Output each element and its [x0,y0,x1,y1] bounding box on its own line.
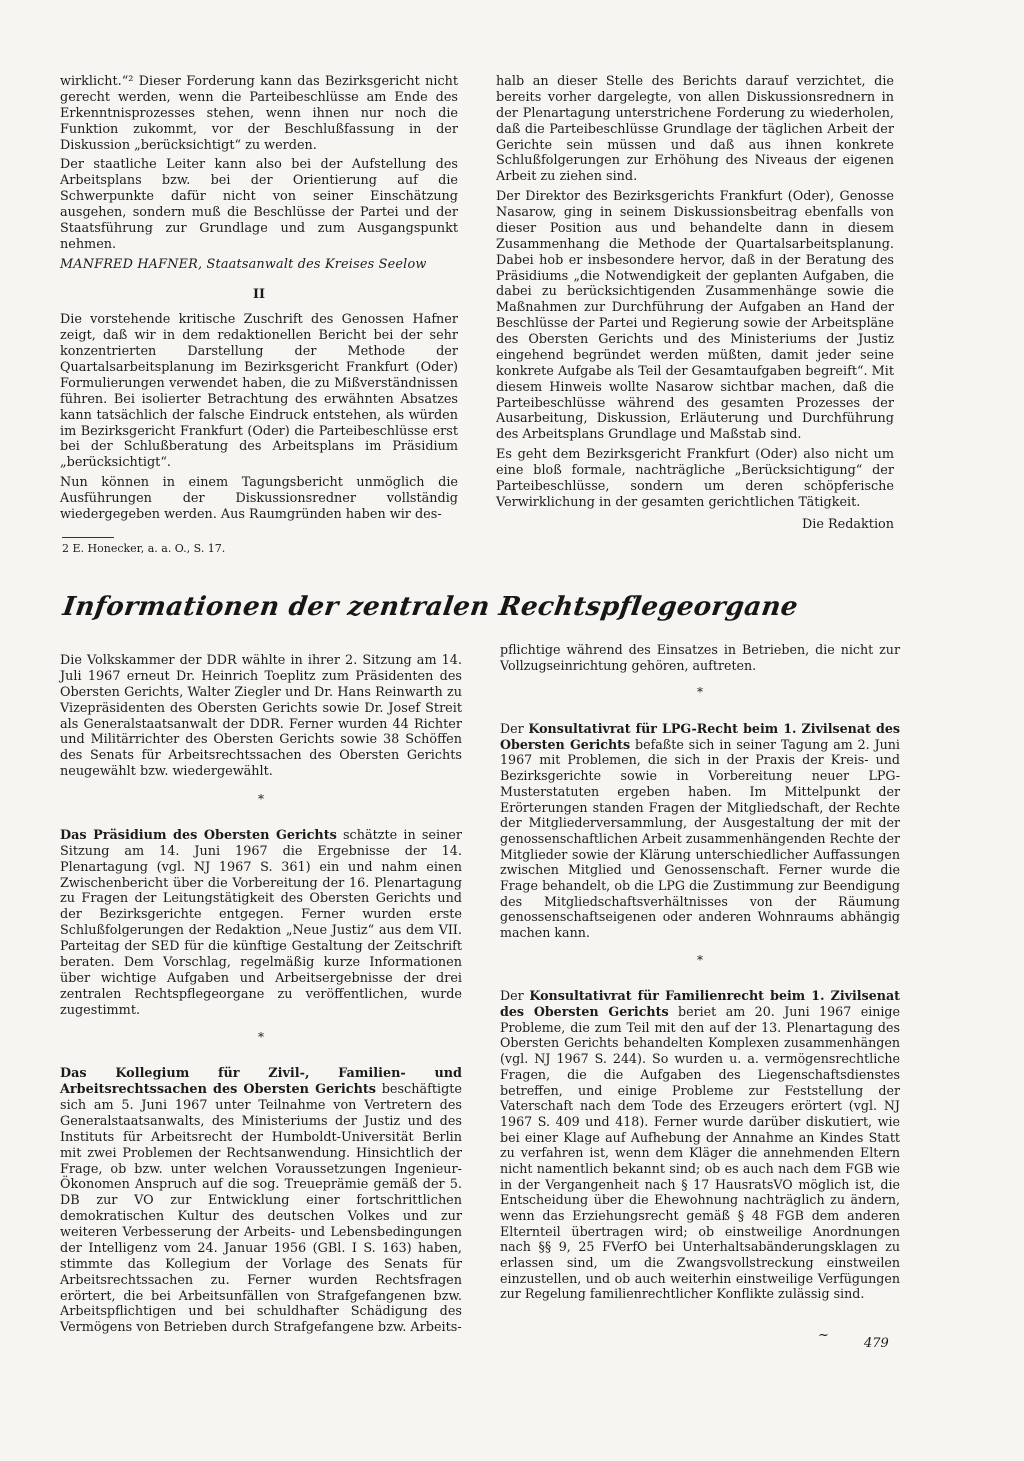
bold-lead: Das Kollegium für Zivil-, Familien- und Arbeitsrechtssachen des Obersten Gerichts [60,1066,462,1098]
paragraph: Die Volkskammer der DDR wählte in ihrer 2. Sitzung am 14. Juli 1967 erneut Dr. Heinrich Toeplitz zum Präsidenten des Obersten Gerichts, Walter Ziegler und Dr. Hans Reinwarth zu Vizepräsidenten des Obersten Gerichts sowie Dr. Josef Streit als Generalstaatsanwalt der DDR. Ferner wurden 44 Richter und Militärrichter des Obersten Gerichts sowie 38 Schöffen des Senats für Arbeitsrechtssachen des Obersten Gerichts neugewählt bzw. wiedergewählt. [60,653,462,780]
paragraph [500,988,900,1302]
editorial-credit: Die Redaktion [802,516,894,532]
bottom-right-column [500,642,900,1306]
paragraph [60,1066,462,1336]
paragraph: Nun können in einem Tagungsbericht unmöglich die Ausführungen der Diskussionsredner vollständig wiedergegeben werden. Aus Raumgründen haben wir des- [60,475,458,522]
paragraph: halb an dieser Stelle des Berichts darauf verzichtet, die bereits vorher dargelegte, von allen Diskussionsrednern in der Plenartagung unterstrichene Forderung zu wiederholen, daß die Parteibeschlüsse Grundlage der täglichen Arbeit der Gerichte sein müssen und daß aus ihnen konkrete Schlußfolgerungen zur Erhöhung des Niveaus der eigenen Arbeit zu ziehen sind. [496,74,894,185]
paragraph [60,828,462,1019]
paragraph-prefix: Der [500,988,530,1004]
bottom-left-column [60,653,462,1340]
section-heading: Informationen der zentralen Rechtspflegeorgane [60,592,800,622]
footnote: 2 E. Honecker, a. a. O., S. 17. [62,542,226,555]
page-number: 479 [864,1336,889,1351]
paragraph-text: beschäftigte sich am 5. Juni 1967 unter Teilnahme von Vertretern des Generalstaatsanwalts, des Ministeriums der Justiz und des Instituts für Arbeitsrecht der Humboldt-Universität Berlin mit zwei Problemen der Rechtsanwendung. Hinsichtlich der Frage, ob bzw. unter welchen Voraussetzungen Ingenieur-Ökonomen Anspruch auf die sog. Treueprämie gemäß der 5. DB zur VO zur Entwicklung einer fortschrittlichen demokratischen Kultur des deutschen Volkes und zur weiteren Verbesserung der Arbeits- und Lebensbedingungen der Intelligenz vom 24. Januar 1956 (GBl. I S. 163) haben, stimmte das Kollegium der Vorlage des Senats für Arbeitsrechtssachen zu. Ferner wurden Rechtsfragen erörtert, die bei Arbeitsunfällen von Strafgefangenen bzw. Arbeitspflichtigen und bei schuldhafter Schädigung des Vermögens von Betrieben durch Strafgefangene bzw. Arbeits- [60,1082,462,1336]
separator-asterisk: * [697,952,703,967]
bold-lead: Konsultativrat für Familienrecht beim 1. Zivilsenat des Obersten Gerichts [500,988,900,1020]
paragraph: Die vorstehende kritische Zuschrift des Genossen Hafner zeigt, daß wir in dem redaktionellen Bericht bei der sehr konzentrierten Darstellung der Methode der Quartalsarbeitsplanung im Bezirksgericht Frankfurt (Oder) Formulierungen verwendet haben, die zu Mißverständnissen führen. Bei isolierter Betrachtung des erwähnten Absatzes kann tatsächlich der falsche Eindruck entstehen, als würden im Bezirksgericht Frankfurt (Oder) die Parteibeschlüsse erst bei der Schlußberatung des Arbeitsplans im Präsidium „berücksichtigt“. [60,312,458,471]
paragraph: Es geht dem Bezirksgericht Frankfurt (Oder) also nicht um eine bloß formale, nachträgliche „Berücksichtigung“ der Parteibeschlüsse, sondern um deren schöpferische Verwirklichung in der gesamten gerichtlichen Tätigkeit. [496,447,894,510]
top-right-column [496,74,894,533]
separator-asterisk: * [697,685,703,700]
separator-asterisk: * [258,792,264,806]
paragraph: wirklicht.“² Dieser Forderung kann das Bezirksgericht nicht gerecht werden, wenn die Parteibeschlüsse am Ende des Erkenntnisprozesses stehen, wenn ihnen nur noch die Funktion zukommt, vor der Beschlußfassung in der Diskussion „berücksichtigt“ zu werden. [60,74,458,153]
paragraph: pflichtige während des Einsatzes in Betrieben, die nicht zur Vollzugseinrichtung gehören, auftreten. [500,642,900,673]
paragraph: Der Direktor des Bezirksgerichts Frankfurt (Oder), Genosse Nasarow, ging in seinem Diskussionsbeitrag ebenfalls von dieser Position aus und behandelte dann in diesem Zusammenhang die Methode der Quartalsarbeitsplanung. Dabei hob er insbesondere hervor, daß in der Beratung des Präsidiums „die Notwendigkeit der geplanten Aufgaben, die dabei zu berücksichtigenden Zusammenhänge sowie die Maßnahmen zur Durchführung der Aufgaben an Hand der Beschlüsse der Partei und Regierung sowie der Arbeitspläne des Obersten Gerichts und des Ministeriums der Justiz eingehend begründet werden müßten, damit jeder seine konkrete Aufgabe als Teil der Gesamtaufgaben begreift“. Mit diesem Hinweis wollte Nasarow sichtbar machen, daß die Parteibeschlüsse während des gesamten Prozesses der Ausarbeitung, Diskussion, Erläuterung und Durchführung des Arbeitsplans Grundlage und Maßstab sind. [496,189,894,443]
footnote-rule [62,537,114,538]
bold-lead: Konsultativrat für LPG-Recht beim 1. Zivilsenat des Obersten Gerichts [500,721,900,752]
paragraph-text: schätzte in seiner Sitzung am 14. Juni 1967 die Ergebnisse der 14. Plenartagung (vgl. NJ 1967 S. 361) ein und nahm einen Zwischenbericht über die Vorbereitung der 16. Plenartagung zu Fragen der Leitungstätigkeit des Obersten Gerichts und der Bezirksgerichte entgegen. Ferner wurden erste Schlußfolgerungen der Redaktion „Neue Justiz“ aus dem VII. Parteitag der SED für die künftige Gestaltung der Zeitschrift beraten. Dem Vorschlag, regelmäßig kurze Informationen über wichtige Aufgaben und Arbeitsergebnisse der drei zentralen Rechtspflegeorgane zu veröffentlichen, wurde zugestimmt. [60,827,462,1018]
paragraph: Der staatliche Leiter kann also bei der Aufstellung des Arbeitsplans bzw. bei der Orientierung auf die Schwerpunkte dafür nicht von seiner Einschätzung ausgehen, sondern muß die Beschlüsse der Partei und der Staatsführung zur Grundlage und zum Ausgangspunkt nehmen. [60,157,458,252]
author-signature: MANFRED HAFNER, Staatsanwalt des Kreises Seelow [60,256,427,272]
separator-asterisk: * [258,1030,264,1045]
paragraph [500,721,900,941]
paragraph-text: befaßte sich in seiner Tagung am 2. Juni 1967 mit Problemen, die sich in der Praxis der Kreis- und Bezirksgerichte sowie in Vorbereitung neuer LPG-Musterstatuten ergeben haben. Im Mittelpunkt der Erörterungen standen Fragen der Mitgliedschaft, der Rechte der Mitgliederversammlung, der Ausgestaltung der mit der genossenschaftlichen Arbeit zusammenhängenden Rechte der Mitglieder sowie der Klärung unterschiedlicher Auffassungen zwischen Mitglied und Genossenschaft. Ferner wurde die Frage behandelt, ob die LPG die Zustimmung zur Beendigung des Mitgliedschaftsverhältnisses von der Räumung genossenschaftseigenen oder anderen Wohnraums abhängig machen kann. [500,736,900,940]
paragraph-text: beriet am 20. Juni 1967 einige Probleme, die zum Teil mit den auf der 13. Plenartagung des Obersten Gerichts behandelten Komplexen zusammenhängen (vgl. NJ 1967 S. 244). So wurden u. a. vermögensrechtliche Fragen, die die Aufgaben des Liegenschaftsdienstes betreffen, und einige Probleme zur Feststellung der Vaterschaft nach dem Tode des Erzeugers erörtert (vgl. NJ 1967 S. 409 und 418). Ferner wurde darüber diskutiert, wie bei einer Klage auf Aufhebung der Annahme an Kindes Statt zu verfahren ist, wenn dem Kläger die annehmenden Eltern nicht namentlich bekannt sind; ob es auch nach dem FGB wie in der Vergangenheit nach § 17 HausratsVO möglich ist, die Entscheidung über die Ehewohnung nachträglich zu ändern, wenn das Erziehungsrecht gemäß § 48 FGB dem anderen Elternteil übertragen wird; ob einstweilige Anordnungen nach §§ 9, 25 FVerfO bei Unterhaltsabänderungsklagen zu erlassen sind, um die Zwangsvollstreckung einstweilen einzustellen, und ob auch weiterhin einstweilige Verfügungen zur Regelung familienrechtlicher Konflikte zulässig sind. [500,1004,900,1302]
section-numeral: II [253,286,265,302]
paragraph-prefix: Der [500,721,529,737]
bold-lead: Das Präsidium des Obersten Gerichts [60,827,337,843]
top-left-column [60,74,458,527]
stray-mark: ~ [818,1328,829,1343]
